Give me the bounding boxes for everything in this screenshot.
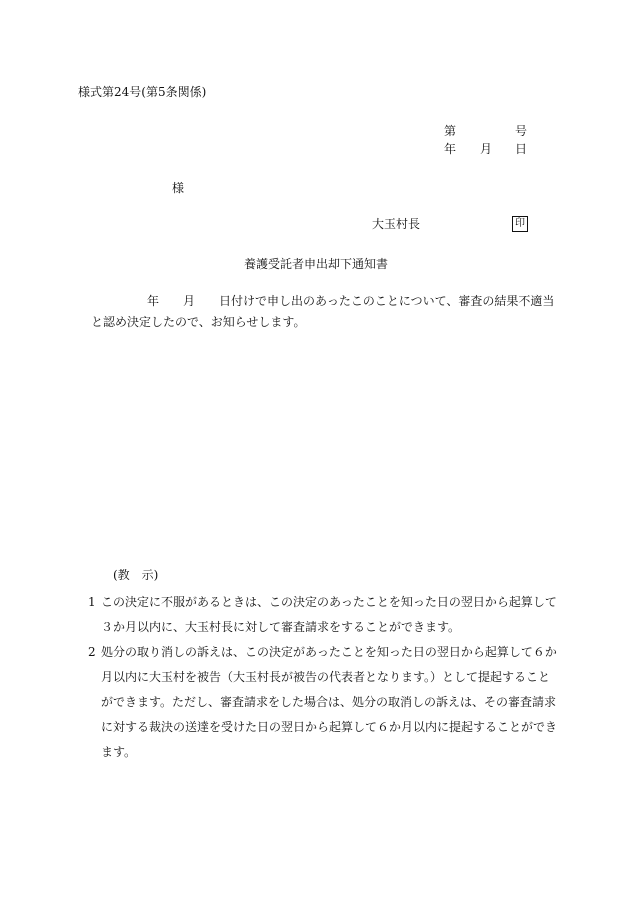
doc-number-dai: 第 — [444, 124, 457, 138]
instruction-list — [88, 590, 558, 765]
instruction-item — [88, 590, 558, 640]
instruction-item-number: 1 — [88, 595, 96, 609]
document-title: 養護受託者申出却下通知書 — [244, 257, 389, 271]
instruction-item-text: 処分の取り消しの訴えは、この決定があったことを知った日の翌日から起算して６か月以内に大玉村を被告（大玉村長が被告の代表者となります。）として提起することができます。ただし、審査請求をした場合は、処分の取消しの訴えは、その審査請求に対する裁決の送達を受けた日の翌日から起算して６か月以内に提起することができます。 — [101, 645, 558, 759]
addressee-suffix: 様 — [172, 181, 185, 195]
doc-number-go: 号 — [515, 124, 528, 138]
date-month: 月 — [480, 142, 493, 156]
body-line-2: と認め決定したので、お知らせします。 — [91, 315, 306, 329]
instruction-item-text: この決定に不服があるときは、この決定のあったことを知った日の翌日から起算して３か月以内に、大玉村長に対して審査請求をすることができます。 — [101, 595, 557, 634]
instruction-heading: (教 示) — [113, 568, 159, 582]
form-number: 様式第24号(第5条関係) — [78, 85, 207, 99]
date-year: 年 — [444, 142, 457, 156]
body-year: 年 — [147, 294, 160, 308]
date-day: 日 — [515, 142, 528, 156]
issuer-name: 大玉村長 — [372, 217, 421, 231]
body-line-1: 日付けで申し出のあったこのことについて、審査の結果不適当 — [219, 294, 555, 308]
instruction-item — [88, 640, 558, 765]
instruction-item-number: 2 — [88, 645, 96, 659]
seal-mark: 印 — [512, 216, 528, 232]
body-month: 月 — [183, 294, 196, 308]
